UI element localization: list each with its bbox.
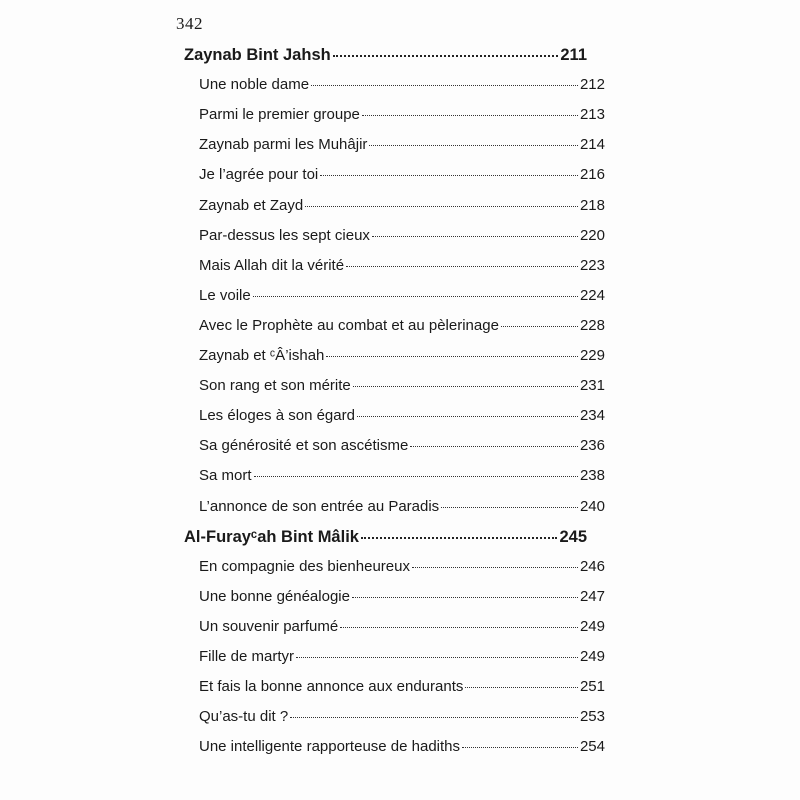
toc-section-entry xyxy=(199,317,605,334)
toc-section-entry xyxy=(199,618,605,635)
toc-entry-page-number: 228 xyxy=(579,316,605,334)
toc-entry-title: Et fais la bonne annonce aux endurants xyxy=(199,678,464,696)
toc-entry-title: Une bonne généalogie xyxy=(199,587,350,605)
toc-section-entry xyxy=(199,227,605,244)
dot-leader xyxy=(333,55,559,57)
dot-leader xyxy=(410,446,578,447)
dot-leader xyxy=(352,597,578,598)
toc-entry-title: Le voile xyxy=(199,286,251,304)
toc-entry-page-number: 253 xyxy=(579,708,605,726)
toc-entry-page-number: 245 xyxy=(559,527,587,546)
dot-leader xyxy=(254,476,578,477)
toc-entry-title: Les éloges à son égard xyxy=(199,407,355,425)
dot-leader xyxy=(465,687,578,688)
toc-section-entry xyxy=(199,738,605,755)
toc-entry-page-number: 216 xyxy=(579,166,605,184)
dot-leader xyxy=(353,386,578,387)
toc-entry-page-number: 246 xyxy=(579,557,605,575)
toc-entry-title: Une noble dame xyxy=(199,76,310,94)
page-number: 342 xyxy=(176,14,203,33)
toc-entry-title: Sa mort xyxy=(199,467,252,485)
dot-leader xyxy=(340,627,578,628)
toc-section-entry xyxy=(199,166,605,183)
dot-leader xyxy=(346,266,578,267)
toc-entry-title: Parmi le premier groupe xyxy=(199,106,360,124)
toc-section-entry xyxy=(199,197,605,214)
toc-entry-title: Par-dessus les sept cieux xyxy=(199,226,370,244)
toc-entry-title: Son rang et son mérite xyxy=(199,377,351,395)
toc-section-entry xyxy=(199,678,605,695)
toc-entry-page-number: 231 xyxy=(579,377,605,395)
toc-section-entry xyxy=(199,347,605,364)
toc-entry-page-number: 218 xyxy=(579,196,605,214)
dot-leader xyxy=(253,296,578,297)
toc-section-entry xyxy=(199,377,605,394)
toc-entry-page-number: 229 xyxy=(579,347,605,364)
toc-entry-title: Une intelligente rapporteuse de hadiths xyxy=(199,738,461,756)
toc-section-entry xyxy=(199,467,605,484)
toc-entry-page-number: 254 xyxy=(579,738,605,756)
toc-entry-page-number: 213 xyxy=(579,106,605,124)
toc-section-entry xyxy=(199,588,605,605)
dot-leader xyxy=(412,567,578,568)
toc-section-entry xyxy=(199,76,605,93)
toc-entry-page-number: 211 xyxy=(560,46,587,64)
dot-leader xyxy=(311,85,578,86)
dot-leader xyxy=(372,236,578,237)
toc-entry-page-number: 236 xyxy=(579,437,605,455)
dot-leader xyxy=(501,326,578,327)
toc-entry-page-number: 220 xyxy=(579,226,605,244)
toc-section-entry xyxy=(199,136,605,153)
toc-entry-title: Fille de martyr xyxy=(199,648,295,665)
toc-entry-title: Qu’as-tu dit ? xyxy=(199,708,289,726)
toc-entry-page-number: 249 xyxy=(579,648,605,665)
toc-section-entry xyxy=(199,708,605,725)
toc-section-entry xyxy=(199,257,605,274)
toc-section-entry xyxy=(199,437,605,454)
toc-section-entry xyxy=(199,498,605,515)
toc-entry-page-number: 212 xyxy=(579,76,605,94)
dot-leader xyxy=(296,657,578,658)
dot-leader xyxy=(305,206,578,207)
toc-entry-page-number: 240 xyxy=(579,497,605,515)
toc-entry-title: Al-Furayᶜah Bint Mâlik xyxy=(184,527,359,546)
toc-section-entry xyxy=(199,407,605,424)
toc-section-entry xyxy=(199,648,605,665)
dot-leader xyxy=(326,356,578,357)
toc-entry-page-number: 224 xyxy=(579,286,605,304)
dot-leader xyxy=(362,115,578,116)
toc-entry-page-number: 249 xyxy=(579,617,605,635)
toc-entry-page-number: 214 xyxy=(579,136,605,154)
toc-entry-page-number: 251 xyxy=(579,678,605,696)
toc-entry-title: Un souvenir parfumé xyxy=(199,617,339,635)
dot-leader xyxy=(369,145,578,146)
dot-leader xyxy=(290,717,578,718)
toc-entry-title: Zaynab et ᶜÂ’ishah xyxy=(199,347,325,364)
toc-entry-title: Mais Allah dit la vérité xyxy=(199,256,345,274)
toc-entry-page-number: 247 xyxy=(579,587,605,605)
toc-entry-title: En compagnie des bienheureux xyxy=(199,557,410,575)
dot-leader xyxy=(462,747,578,748)
toc-section-entry xyxy=(199,106,605,123)
toc-entry-title: Zaynab et Zayd xyxy=(199,196,304,214)
dot-leader xyxy=(357,416,578,417)
toc-entry-page-number: 238 xyxy=(579,467,605,485)
dot-leader xyxy=(320,175,578,176)
toc-entry-title: Zaynab parmi les Muhâjir xyxy=(199,136,368,154)
toc-entry-page-number: 234 xyxy=(579,407,605,425)
dot-leader xyxy=(361,537,558,539)
toc-chapter-entry xyxy=(184,46,587,65)
toc-section-entry xyxy=(199,558,605,575)
toc-chapter-entry xyxy=(184,528,587,547)
toc-section-entry xyxy=(199,287,605,304)
toc-entry-title: Je l’agrée pour toi xyxy=(199,166,319,184)
toc-entry-page-number: 223 xyxy=(579,256,605,274)
toc-entry-title: L’annonce de son entrée au Paradis xyxy=(199,497,440,515)
dot-leader xyxy=(441,507,578,508)
toc-entry-title: Sa générosité et son ascétisme xyxy=(199,437,409,455)
toc-entry-title: Zaynab Bint Jahsh xyxy=(184,46,331,64)
toc-entry-title: Avec le Prophète au combat et au pèlerinage xyxy=(199,316,499,334)
